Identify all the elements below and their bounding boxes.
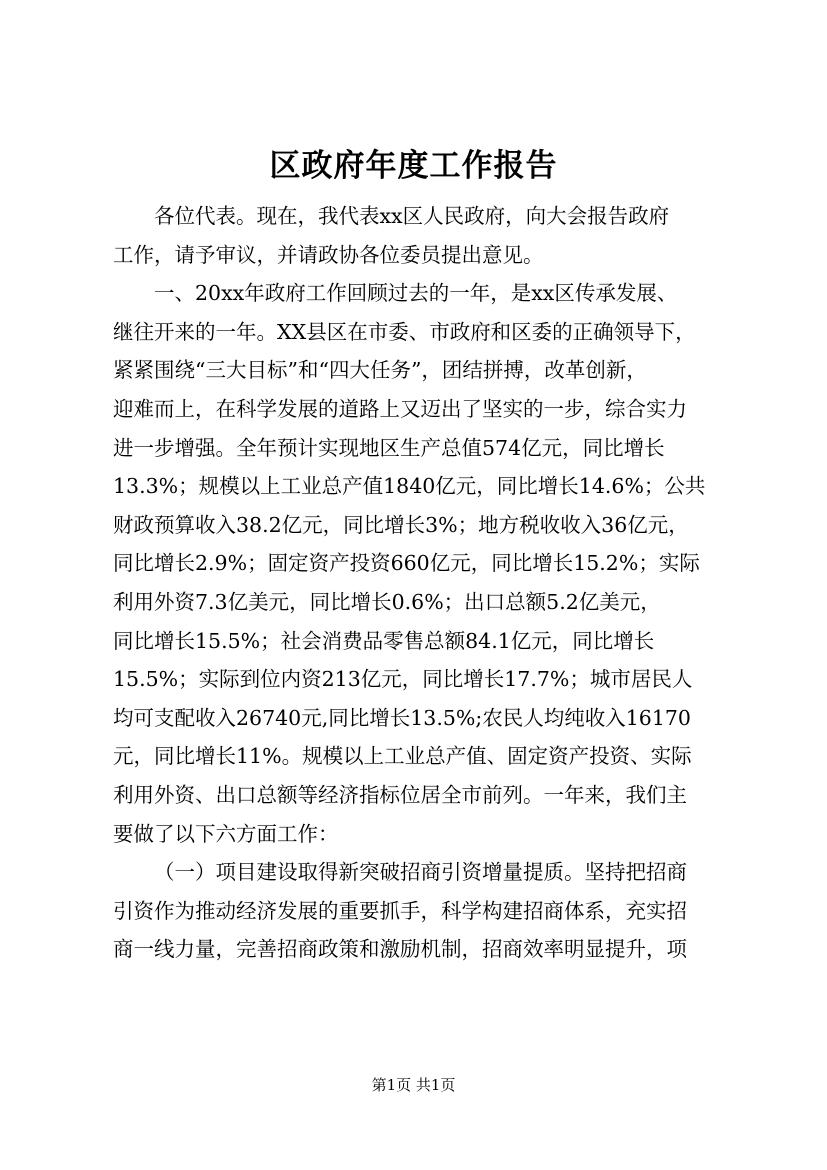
- page-footer: 第1页 共1页: [371, 1076, 456, 1094]
- text-line: 利用外资7.3亿美元，同比增长0.6%；出口总额5.2亿美元，: [113, 589, 661, 614]
- text-line: 商一线力量，完善招商政策和激励机制，招商效率明显提升，项: [113, 937, 687, 962]
- paragraph-greeting: [113, 197, 723, 274]
- document-body: [113, 197, 723, 969]
- paragraph-review: [113, 274, 723, 853]
- text-line: 继往开来的一年。XX县区在市委、市政府和区委的正确领导下，: [113, 319, 696, 344]
- text-line: 一、20xx年政府工作回顾过去的一年，是xx区传承发展、: [154, 281, 678, 306]
- text-line: 要做了以下六方面工作：: [113, 821, 339, 846]
- text-line: 工作，请予审议，并请政协各位委员提出意见。: [113, 242, 544, 267]
- text-line: 15.5%；实际到位内资213亿元，同比增长17.7%；城市居民人: [113, 667, 693, 692]
- text-line: （一）项目建设取得新突破招商引资增量提质。坚持把招商: [154, 860, 687, 885]
- document-title: 区政府年度工作报告: [269, 148, 558, 184]
- text-line: 同比增长2.9%；固定资产投资660亿元，同比增长15.2%；实际: [113, 551, 700, 576]
- text-line: 引资作为推动经济发展的重要抓手，科学构建招商体系，充实招: [113, 898, 687, 923]
- text-line: 各位代表。现在，我代表xx区人民政府，向大会报告政府: [154, 204, 670, 228]
- text-line: 13.3%；规模以上工业总产值1840亿元，同比增长14.6%；公共: [113, 474, 706, 499]
- paragraph-section-one: [113, 853, 723, 969]
- text-line: 紧紧围绕“三大目标”和“四大任务”，团结拼搏，改革创新，: [113, 358, 647, 383]
- text-line: 进一步增强。全年预计实现地区生产总值574亿元，同比增长: [113, 435, 665, 460]
- text-line: 同比增长15.5%；社会消费品零售总额84.1亿元，同比增长: [113, 628, 655, 653]
- text-line: 元，同比增长11%。规模以上工业总产值、固定资产投资、实际: [113, 744, 692, 769]
- text-line: 财政预算收入38.2亿元，同比增长3%；地方税收收入36亿元，: [113, 512, 689, 537]
- text-line: 均可支配收入26740元,同比增长13.5%;农民人均纯收入16170: [113, 705, 691, 730]
- text-line: 迎难而上，在科学发展的道路上又迈出了坚实的一步，综合实力: [113, 396, 687, 421]
- text-line: 利用外资、出口总额等经济指标位居全市前列。一年来，我们主: [113, 782, 687, 807]
